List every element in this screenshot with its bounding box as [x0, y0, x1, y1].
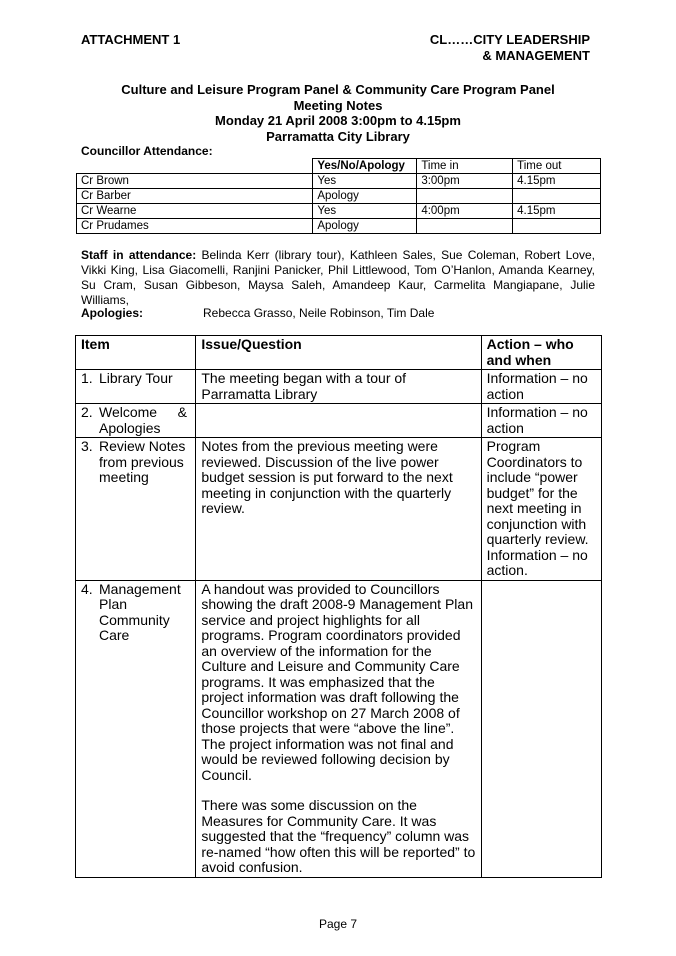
councillor-attendance-heading: Councillor Attendance: — [81, 144, 213, 158]
attendance-row — [77, 204, 601, 219]
table-row — [76, 580, 602, 877]
attendance-time-out — [513, 219, 601, 234]
item-cell — [76, 404, 196, 438]
apologies-list: Rebecca Grasso, Neile Robinson, Tim Dale — [203, 306, 435, 320]
item-name: Library Tour — [99, 370, 173, 386]
attendance-row — [77, 189, 601, 204]
attendance-time-in — [417, 219, 513, 234]
apologies — [81, 306, 434, 321]
issue-paragraph: Notes from the previous meeting were reviewed. Discussion of the live power budget session is put forward to the next meeting in conjunction with the quarterly review. — [201, 438, 453, 516]
item-cell — [76, 438, 196, 581]
issue-cell — [196, 438, 481, 581]
councillor-name: Cr Barber — [77, 189, 313, 204]
attendance-time-out: 4.15pm — [513, 204, 601, 219]
issue-cell — [196, 404, 481, 438]
items-col-issue: Issue/Question — [196, 336, 481, 370]
items-header-row — [76, 336, 602, 370]
attendance-time-in: 3:00pm — [417, 174, 513, 189]
attendance-status: Apology — [313, 189, 417, 204]
page-number: Page 7 — [318, 917, 358, 931]
action-cell: Information – no action — [481, 370, 601, 404]
item-cell — [76, 370, 196, 404]
department-line-1: CL……CITY LEADERSHIP — [429, 32, 590, 47]
attendance-time-out: 4.15pm — [513, 174, 601, 189]
department-line-2: & MANAGEMENT — [482, 48, 590, 63]
attendance-col-time-in: Time in — [417, 159, 513, 174]
table-row — [76, 404, 602, 438]
title-line-3: Monday 21 April 2008 3:00pm to 4.15pm — [215, 113, 461, 128]
action-cell: Program Coordinators to include “power budget” for the next meeting in conjunction with quarterly review. Information – no action. — [481, 438, 601, 581]
issue-paragraph: There was some discussion on the Measures for Community Care. It was suggested that the “frequency” column was re-named “how often this will be reported” to avoid confusion. — [201, 797, 476, 875]
councillor-name: Cr Prudames — [77, 219, 313, 234]
item-name: Welcome & Apologies — [99, 404, 187, 436]
item-name: Management Plan Community Care — [99, 580, 181, 643]
attachment-label: ATTACHMENT 1 — [81, 32, 181, 47]
item-number: 3. — [81, 438, 93, 454]
attendance-header-blank — [77, 159, 313, 174]
councillor-name: Cr Wearne — [77, 204, 313, 219]
action-cell — [481, 580, 601, 877]
staff-attendance — [81, 248, 595, 308]
attendance-col-status: Yes/No/Apology — [313, 159, 417, 174]
attendance-header-row — [77, 159, 601, 174]
item-number: 4. — [81, 580, 93, 597]
department-label — [420, 32, 590, 64]
attendance-status: Yes — [313, 204, 417, 219]
issue-paragraph: A handout was provided to Councillors showing the draft 2008-9 Management Plan service and project highlights for all programs. Program coordinators provided an overview of the information for the Culture and Leisure and Community Care programs. It was emphasized that the project information was draft following the Councillor workshop on 27 March 2008 of those projects that were “above the line”. The project information was not final and would be reviewed following decision by Council. — [201, 580, 473, 783]
action-cell: Information – no action — [481, 404, 601, 438]
attendance-time-in — [417, 189, 513, 204]
issue-paragraph: The meeting began with a tour of Parramatta Library — [201, 370, 407, 402]
issue-cell — [196, 370, 481, 404]
attendance-status: Yes — [313, 174, 417, 189]
table-row — [76, 438, 602, 581]
staff-label: Staff in attendance: — [81, 248, 197, 262]
attendance-row — [77, 174, 601, 189]
document-title — [81, 82, 595, 144]
table-row — [76, 370, 602, 404]
title-line-2: Meeting Notes — [293, 97, 383, 113]
item-cell — [76, 580, 196, 877]
issue-cell — [196, 580, 481, 877]
apologies-label: Apologies: — [81, 306, 143, 320]
staff-list: Belinda Kerr (library tour), Kathleen Sales, Sue Coleman, Robert Love, Vikki King, Lisa Giacomelli, Ranjini Panicker, Phil Littlewood, Tom O’Hanlon, Amanda Kearney, Su Cram, Susan Gibbeson, Maysa Saleh, Amandeep Kaur, Carmelita Mangiapane, Julie Williams, — [81, 248, 595, 307]
attendance-time-out — [513, 189, 601, 204]
items-col-item: Item — [76, 336, 196, 370]
title-line-4: Parramatta City Library — [266, 128, 410, 144]
items-col-action: Action – who and when — [481, 336, 601, 370]
title-line-1: Culture and Leisure Program Panel & Community Care Program Panel — [121, 82, 555, 97]
attendance-status: Apology — [313, 219, 417, 234]
agenda-items-table — [75, 335, 602, 878]
attendance-col-time-out: Time out — [513, 159, 601, 174]
attendance-row — [77, 219, 601, 234]
councillor-attendance-table — [76, 158, 601, 234]
councillor-name: Cr Brown — [77, 174, 313, 189]
item-number: 2. — [81, 404, 93, 420]
item-name: Review Notes from previous meeting — [99, 438, 186, 485]
item-number: 1. — [81, 370, 93, 386]
attendance-time-in: 4:00pm — [417, 204, 513, 219]
